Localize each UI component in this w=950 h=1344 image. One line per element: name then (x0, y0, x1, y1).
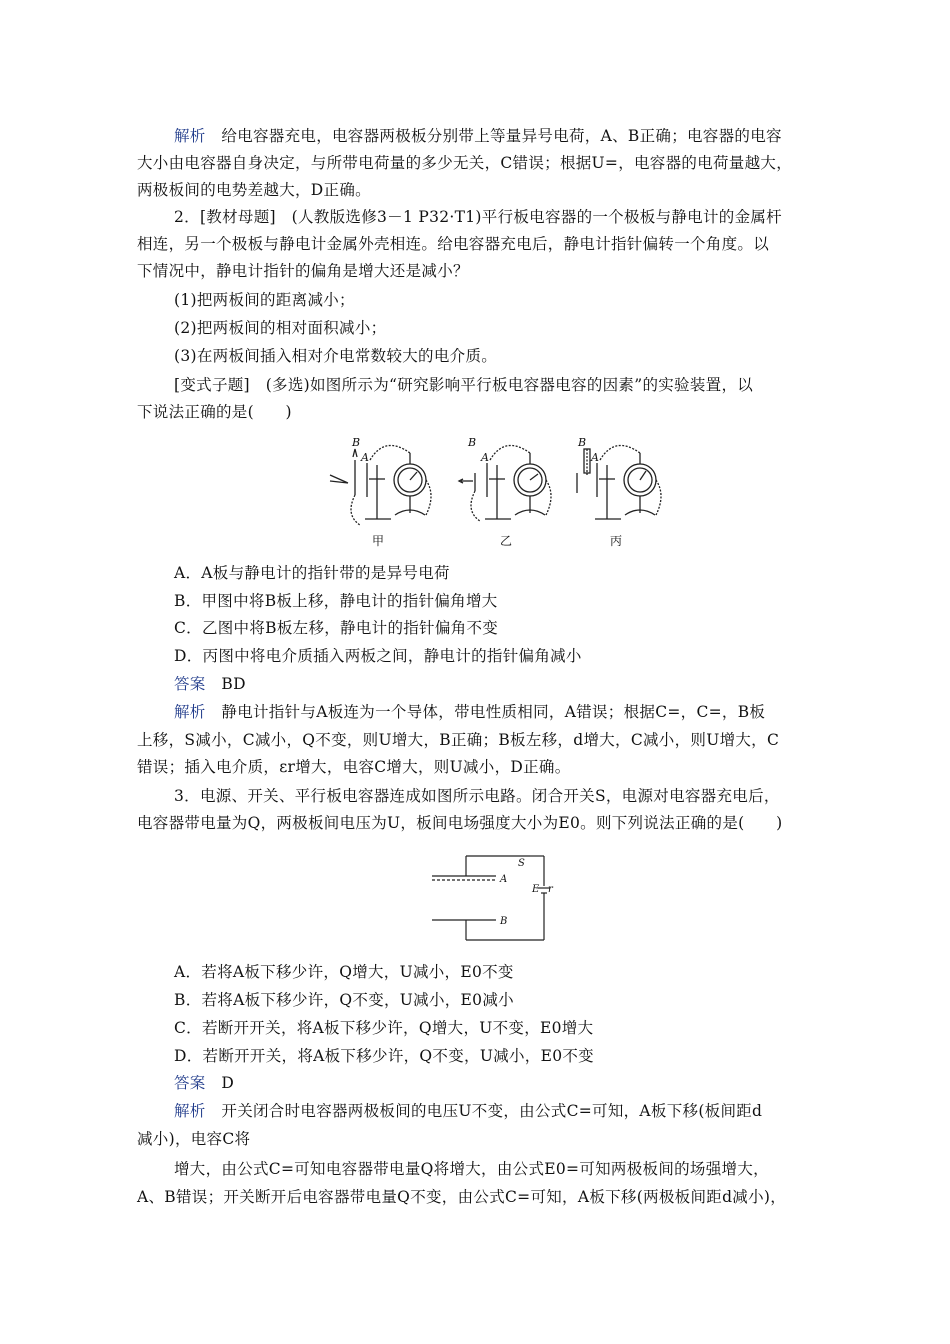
variant-question-line-2: 下说法正确的是( ) (137, 403, 292, 421)
q3-analysis-line-1: 解析 开关闭合时电容器两极板间的电压U不变，由公式C=可知，A板下移(板间距d (174, 1102, 763, 1120)
q3-analysis-line-2: 减小)，电容C将 (137, 1130, 251, 1148)
q3-option-d: D．若断开开关，将A板下移少许，Q不变，U减小，E0不变 (174, 1047, 594, 1065)
question-3-line-2: 电容器带电量为Q，两极板间电压为U，板间电场强度大小为E0。则下列说法正确的是( ) (137, 814, 783, 832)
electrometer-diagram (325, 435, 665, 530)
plate-b-label: B (500, 916, 508, 927)
question-2-line-3: 下情况中，静电计指针的偏角是增大还是减小？ (137, 262, 469, 280)
plate-b-label-yi: B (468, 436, 477, 449)
analysis-tag: 解析 (174, 1102, 206, 1120)
apparatus-jia (330, 445, 431, 525)
analysis-line-1: 解析 给电容器充电，电容器两极板分别带上等量异号电荷，A、B正确；电容器的电容 (174, 127, 782, 145)
apparatus-bing (577, 445, 661, 519)
electrometer-figure (325, 435, 665, 550)
plate-b-label-bing: B (578, 436, 587, 449)
q2-analysis-line-2: 上移，S减小，C减小，Q不变，则U增大，B正确；B板左移，d增大，C减小，则U增大，C (137, 731, 780, 749)
q3-analysis-line-3: 增大，由公式C=可知电容器带电量Q将增大，由公式E0=可知两极板间的场强增大， (174, 1160, 769, 1178)
resistance-label: r (548, 884, 553, 895)
circuit-diagram (430, 848, 553, 948)
emf-label: E (532, 884, 540, 895)
answer-tag: 答案 (174, 1074, 206, 1092)
figure-label-jia: 甲 (372, 534, 385, 548)
question-2-item-3: (3)在两板间插入相对介电常数较大的电介质。 (174, 347, 498, 365)
question-2-item-1: (1)把两板间的距离减小； (174, 291, 355, 309)
q2-option-a: A．A板与静电计的指针带的是异号电荷 (174, 564, 450, 582)
switch-label: S (518, 858, 525, 869)
plate-a-label-bing: A (591, 451, 599, 464)
variant-question-line-1: [变式子题] (多选)如图所示为“研究影响平行板电容器电容的因素”的实验装置，以 (174, 376, 754, 394)
plate-b-label-jia: B (352, 436, 361, 449)
analysis-tag: 解析 (174, 703, 206, 721)
figure-label-bing: 丙 (610, 534, 623, 548)
analysis-line-2: 大小由电容器自身决定，与所带电荷量的多少无关，C错误；根据U=，电容器的电荷量越大， (137, 154, 793, 172)
q3-option-b: B．若将A板下移少许，Q不变，U减小，E0减小 (174, 991, 514, 1009)
q2-option-b: B．甲图中将B板上移，静电计的指针偏角增大 (174, 592, 498, 610)
question-2-line-1: 2．[教材母题] (人教版选修3－1 P32·T1)平行板电容器的一个极板与静电计的金属杆 (174, 208, 782, 226)
answer-tag: 答案 (174, 675, 206, 693)
q2-answer: 答案 BD (174, 675, 246, 693)
q3-answer: 答案 D (174, 1074, 235, 1092)
q2-option-c: C．乙图中将B板左移，静电计的指针偏角不变 (174, 619, 499, 637)
analysis-line-3: 两极板间的电势差越大，D正确。 (137, 181, 371, 199)
apparatus-yi (459, 445, 551, 521)
plate-a-label: A (500, 874, 508, 885)
question-2-item-2: (2)把两板间的相对面积减小； (174, 319, 387, 337)
q2-option-d: D．丙图中将电介质插入两板之间，静电计的指针偏角减小 (174, 647, 582, 665)
q3-option-a: A．若将A板下移少许，Q增大，U减小，E0不变 (174, 963, 514, 981)
q2-analysis-line-3: 错误；插入电介质，εr增大，电容C增大，则U减小，D正确。 (137, 758, 571, 776)
q2-analysis-line-1: 解析 静电计指针与A板连为一个导体，带电性质相同，A错误；根据C=，C=，B板 (174, 703, 766, 721)
analysis-tag: 解析 (174, 127, 206, 145)
q3-option-c: C．若断开开关，将A板下移少许，Q增大，U不变，E0增大 (174, 1019, 594, 1037)
question-3-line-1: 3．电源、开关、平行板电容器连成如图所示电路。闭合开关S，电源对电容器充电后， (174, 787, 780, 805)
figure-label-yi: 乙 (500, 534, 513, 548)
q3-analysis-line-4: A、B错误；开关断开后电容器带电量Q不变，由公式C=可知，A板下移(两极板间距d减小)， (137, 1188, 787, 1206)
question-2-line-2: 相连，另一个极板与静电计金属外壳相连。给电容器充电后，静电计指针偏转一个角度。以 (137, 235, 770, 253)
circuit-figure (430, 848, 553, 948)
plate-a-label-jia: A (361, 451, 369, 464)
plate-a-label-yi: A (481, 451, 489, 464)
